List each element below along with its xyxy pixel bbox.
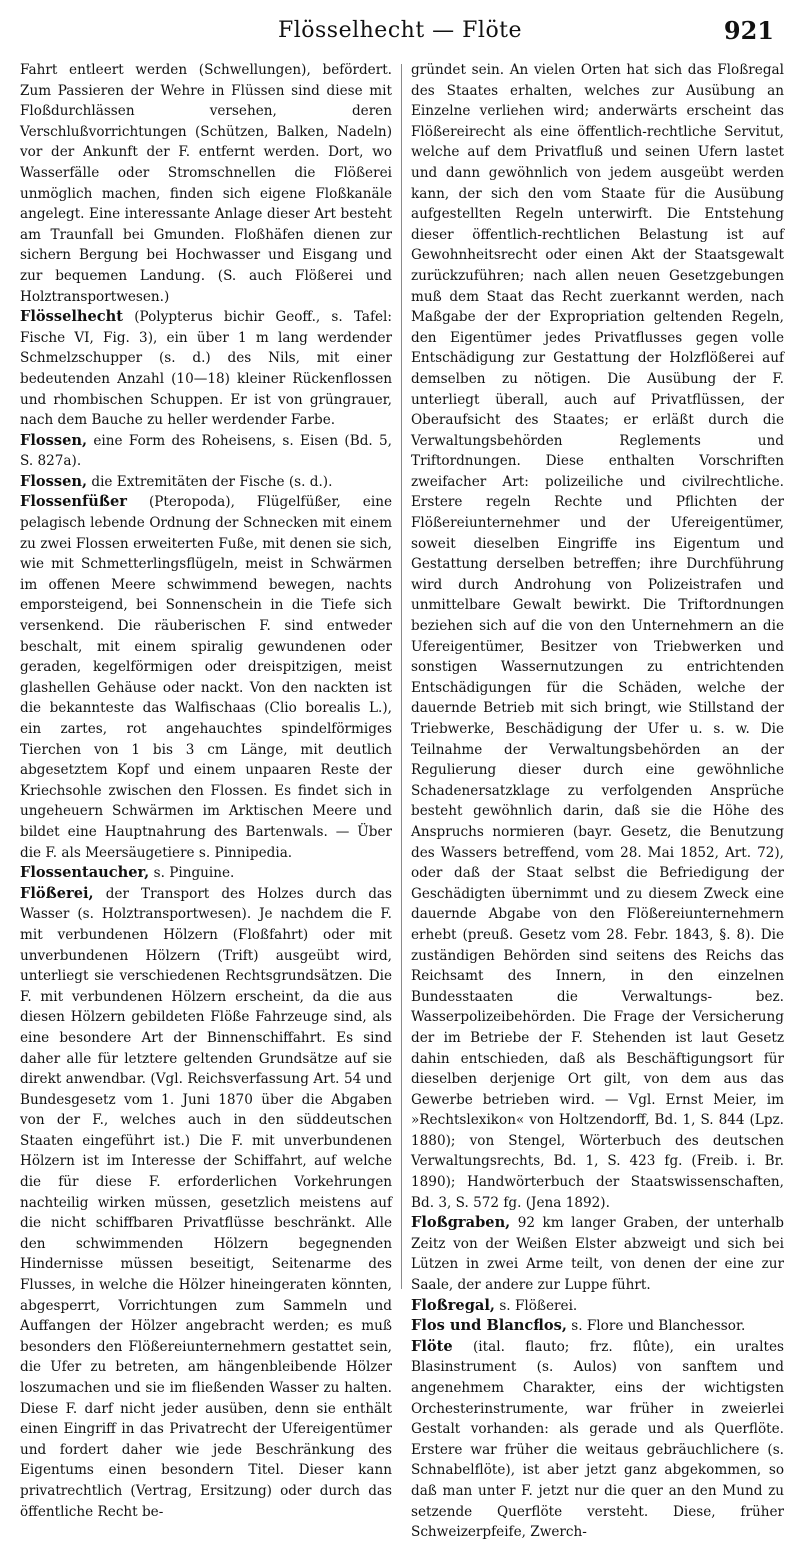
entry-floete [411, 1337, 784, 1543]
entry-text: der Transport des Holzes durch das Wasser (s. Holztransportwesen). Je nachdem die F. mit verbundenen Hölzern (Floßfahrt) oder mit unverbundenen Hölzern (Trift) ausgeübt wird, unterliegt sie verschiedenen Rechtsgrundsätzen. Die F. mit verbundenen Hölzern erscheint, da die aus diesen Hölzern gebildeten Flöße Fahrzeuge sind, als eine besondere Art der Binnenschiffahrt. Es sind daher alle für letztere geltenden Grundsätze auf sie direkt anwendbar. (Vgl. Reichsverfassung Art. 54 und Bundesgesetz vom 1. Juni 1870 über die Abgaben von der F., welches auch in den süddeutschen Staaten eingeführt ist.) Die F. mit unverbundenen Hölzern ist im Interesse der Schiffahrt, auf welche die für diese F. erforderlichen Vorkehrungen nachteilig wirken müssen, gesetzlich meistens auf die nicht schiffbaren Privatflüsse beschränkt. Alle den schwimmenden Hölzern begegnenden Hindernisse müssen beseitigt, Seitenarme des Flusses, in welche die Hölzer hineingeraten könnten, abgesperrt, Vorrichtungen zum Sammeln und Auffangen der Hölzer angebracht werden; es muß besonders den Flößereiunternehmern gestattet sein, die Ufer zu betreten, am hängenbleibende Hölzer loszumachen und sie im fließenden Wasser zu halten. Diese F. darf nicht jeder ausüben, denn sie enthält einen Eingriff in das Privatrecht der Ufereigentümer und fordert daher wie jede Beschränkung des Eigentums einen besondern Titel. Dieser kann privatrechtlich (Vertrag, Ersitzung) oder durch das öffentliche Recht be- [20, 885, 392, 1520]
entry-text: s. Flore und Blanchessor. [566, 1318, 746, 1335]
continued-paragraph: gründet sein. An vielen Orten hat sich das Floßregal des Staates erhalten, welches zur Ausübung an Einzelne verliehen wird; anderwärts erscheint das Flößereirecht als eine öffentlich-rechtliche Servitut, welche auf dem Privatfluß und seinen Ufern lastet und dann gewöhnlich von jedem ausgeübt werden kann, der sich den vom Staate für die Ausübung aufgestellten Regeln unterwirft. Die Entstehung dieser öffentlich-rechtlichen Belastung ist auf Gewohnheitsrecht oder einen Akt der Staatsgewalt zurückzuführen; nach allen neuen Gesetzgebungen muß dem Staat das Recht zuerkannt werden, nach Maßgabe der der Expropriation geltenden Regeln, den Eigentümer jedes Privatflusses gegen volle Entschädigung zur Gestattung der Holzflößerei auf demselben zu nötigen. Die Ausübung der F. unterliegt überall, auch auf Privatflüssen, der Oberaufsicht des Staates; er erläßt durch die Verwaltungsbehörden Reglements und Triftordnungen. Diese enthalten Vorschriften zweifacher Art: polizeiliche und civilrechtliche. Erstere regeln Rechte und Pflichten der Flößereiunternehmer und der Ufereigentümer, soweit dieselben Eingriffe ins Eigentum und Gestattung derselben betreffen; ihre Durchführung wird durch Androhung von Polizeistrafen und unmittelbare Gewalt bewirkt. Die Triftordnungen beziehen sich auf die von den Unternehmern an die Ufereigentümer, Besitzer von Triebwerken und sonstigen Wassernutzungen zu entrichtenden Entschädigungen für die Schäden, welche der dauernde Betrieb mit sich bringt, wie Stillstand der Triebwerke, Beschädigung der Ufer u. s. w. Die Teilnahme der Verwaltungsbehörden an der Regulierung dieser durch eine gewöhnliche Schadenersatzklage zu verfolgenden Ansprüche besteht gewöhnlich darin, daß sie die Höhe des Anspruchs normieren (bayr. Gesetz, die Benutzung des Wassers betreffend, vom 28. Mai 1852, Art. 72), oder daß der Staat selbst die Befriedigung der Geschädigten übernimmt und zu diesem Zweck eine dauernde Abgabe von den Flößereiunternehmern erhebt (preuß. Gesetz vom 28. Febr. 1843, §. 8). Die zuständigen Behörden sind seitens des Reichs das Reichsamt des Innern, in den einzelnen Bundesstaaten die Verwaltungs- bez. Wasserpolizeibehörden. Die Frage der Versicherung der im Betriebe der F. Stehenden ist laut Gesetz dahin entschieden, daß als Beschäftigungsort für dieselben derjenige Ort gilt, von dem aus das Gewerbe betrieben wird. — Vgl. Ernst Meier, im »Rechtslexikon« von Holtzendorff, Bd. 1, S. 844 (Lpz. 1880); von Stengel, Wörterbuch des deutschen Verwaltungsrechts, Bd. 1, S. 423 fg. (Freib. i. Br. 1890); Handwörterbuch der Staatswissenschaften, Bd. 3, S. 572 fg. (Jena 1892). [411, 62, 784, 1211]
entry-flossentaucher [20, 863, 392, 884]
entry-flossgraben [411, 1213, 784, 1295]
headword: Floßregal, [411, 1296, 495, 1314]
entry-text: (ital. flauto; frz. flûte), ein uraltes Blasinstrument (s. Aulos) von sanftem und angenehmem Charakter, eins der wichtigsten Orchesterinstrumente, war früher in zweierlei Gestalt vorhanden: als gerade und als Querflöte. Erstere war früher die weitaus gebräuchlichere (s. Schnabelflöte), ist aber jetzt ganz abgekommen, so daß man unter F. jetzt nur die quer an den Mund zu setzende Querflöte versteht. Diese, früher Schweizerpfeife, Zwerch- [411, 1338, 784, 1541]
entry-flossregal [411, 1296, 784, 1317]
entry-flossen-fische [20, 472, 392, 493]
headword: Flossen, [20, 472, 88, 490]
entry-floesselhecht [20, 307, 392, 431]
column-divider [401, 64, 402, 1289]
headword: Flossen, [20, 431, 88, 449]
right-column [411, 60, 784, 1541]
headword: Flos und Blancflos, [411, 1317, 567, 1335]
entry-text: s. Pinguine. [149, 865, 235, 882]
entry-text: s. Flößerei. [495, 1297, 578, 1314]
entry-flos-und-blancflos [411, 1316, 784, 1337]
headword: Floßgraben, [411, 1214, 511, 1232]
page-number: 921 [723, 16, 774, 45]
entry-text: (Pteropoda), Flügelfüßer, eine pelagisch lebende Ordnung der Schnecken mit einem zu zwei Flossen erweiterten Fuße, mit denen sie sich, wie mit Schmetterlingsflügeln, meist in Schwärmen im offenen Meere schwimmend bewegen, nachts emporsteigend, bei Sonnenschein in die Tiefe sich versenkend. Die räuberischen F. sind entweder beschalt, mit einem spiralig gewundenen oder geraden, kegelförmigen oder dreispitzigen, meist glashellen Gehäuse oder nackt. Von den nackten ist die bekannteste das Walfischaas (Clio borealis L.), ein zartes, rot angehauchtes spindelförmiges Tierchen von 1 bis 3 cm Länge, mit deutlich abgesetztem Kopf und einem unpaaren Reste der Kriechsohle zwischen den Flossen. Es findet sich in ungeheuern Schwärmen im Arktischen Meere und bildet eine Hauptnahrung des Bartenwals. — Über die F. als Meersäugetiere s. Pinnipedia. [20, 494, 392, 861]
running-title: Flösselhecht — Flöte [277, 18, 523, 43]
entry-text: (Polypterus bichir Geoff., s. Tafel: Fische VI, Fig. 3), ein über 1 m lang werdender Schmelzschupper (s. d.) des Nils, mit einer bedeutenden Anzahl (10—18) kleiner Rückenflossen und rhombischen Schuppen. Er ist von grüngrauer, nach dem Bauche zu heller werdender Farbe. [20, 309, 392, 429]
headword: Flossenfüßer [20, 493, 127, 511]
headword: Flößerei, [20, 884, 94, 902]
entry-text: die Extremitäten der Fische (s. d.). [87, 473, 333, 490]
continued-paragraph: Fahrt entleert werden (Schwellungen), befördert. Zum Passieren der Wehre in Flüssen sind diese mit Floßdurchlässen versehen, deren Verschlußvorrichtungen (Schützen, Balken, Nadeln) vor der Ankunft der F. entfernt werden. Dort, wo Wasserfälle oder Stromschnellen die Flößerei unmöglich machen, finden sich eigene Floßkanäle angelegt. Eine interessante Anlage dieser Art besteht am Traunfall bei Gmunden. Floßhäfen dienen zur sichern Bergung bei Hochwasser und Eisgang und zur bequemen Landung. (S. auch Flößerei und Holztransportwesen.) [20, 62, 392, 305]
entry-flossen-roheisen [20, 431, 392, 472]
left-column [20, 60, 392, 1520]
headword: Flossentaucher, [20, 864, 150, 882]
entry-text: 92 km langer Graben, der unterhalb Zeitz von der Weißen Elster abzweigt und sich bei Lützen in zwei Arme teilt, von denen der eine zur Saale, der andere zur Luppe führt. [411, 1215, 784, 1294]
headword: Flösselhecht [20, 308, 124, 326]
entry-floesserei [20, 884, 392, 1522]
page-header [20, 18, 780, 52]
entry-text: eine Form des Roheisens, s. Eisen (Bd. 5, S. 827a). [20, 432, 392, 470]
headword: Flöte [411, 1337, 453, 1355]
entry-flossenfuesser [20, 492, 392, 863]
